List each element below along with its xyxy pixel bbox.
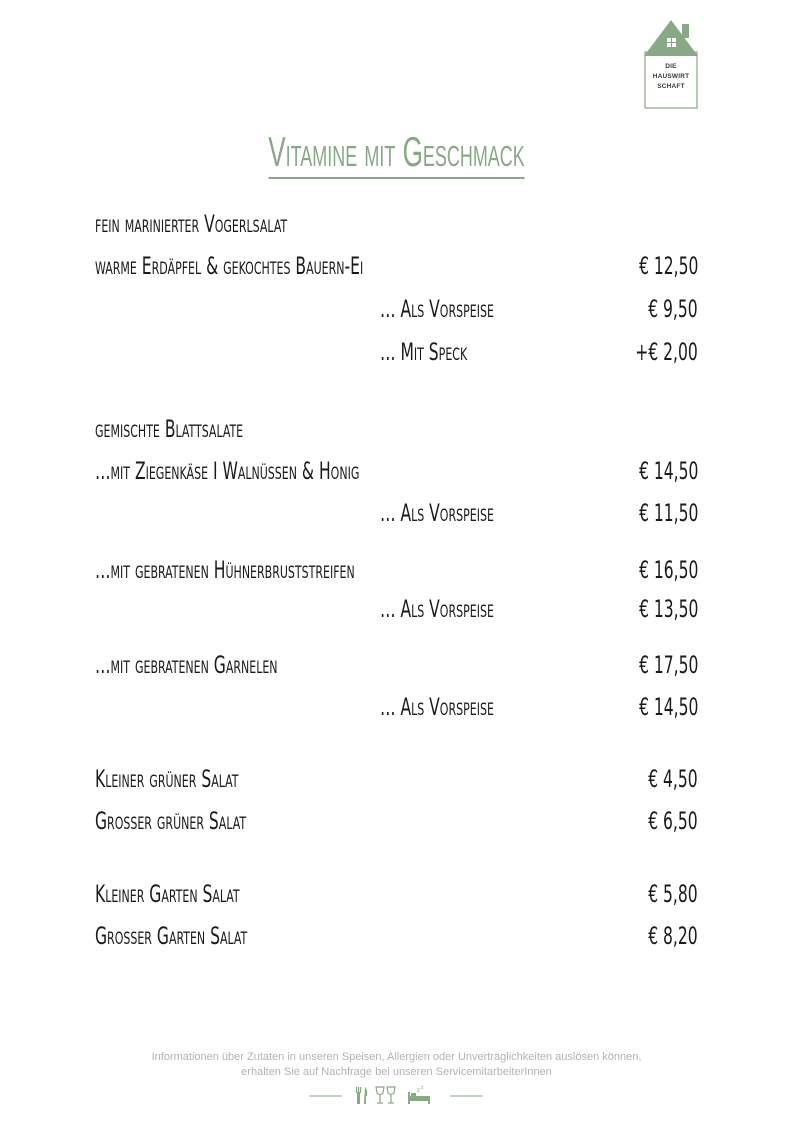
menu-row <box>0 807 793 843</box>
item-price: € 16,50 <box>638 556 698 584</box>
item-variant: …mit Ziegenkäse I Walnüssen & Honig <box>95 457 360 485</box>
option-label: … Als Vorspeise <box>380 295 494 323</box>
wine-glasses-icon <box>376 1087 395 1103</box>
page-title-text: Vitamine mit Geschmack <box>268 128 525 179</box>
option-label: … Mit Speck <box>380 338 468 366</box>
menu-item-vogerlsalat <box>0 210 793 246</box>
logo <box>644 18 698 110</box>
footer-ornament <box>307 1083 487 1107</box>
menu-row <box>0 338 793 374</box>
bed-icon <box>408 1085 430 1104</box>
option-label: … Als Vorspeise <box>380 693 494 721</box>
menu-row <box>0 651 793 687</box>
option-price: € 14,50 <box>638 693 698 721</box>
cutlery-icon <box>356 1087 367 1104</box>
item-price: € 4,50 <box>648 765 698 793</box>
item-price: € 5,80 <box>648 880 698 908</box>
logo-text <box>644 62 698 92</box>
menu-row <box>0 556 793 592</box>
item-price: € 12,50 <box>638 252 698 280</box>
option-price: € 11,50 <box>638 499 698 527</box>
logo-line-2: HAUSWIRT <box>652 73 690 80</box>
menu-row <box>0 499 793 535</box>
item-variant: …mit gebratenen Hühnerbruststreifen <box>95 556 355 584</box>
option-label: … Als Vorspeise <box>380 499 494 527</box>
menu-row <box>0 880 793 916</box>
option-label: … Als Vorspeise <box>380 595 494 623</box>
notice-line-2: erhalten Sie auf Nachfrage bei unseren ServicemitarbeiterInnen <box>241 1066 552 1078</box>
item-price: € 14,50 <box>638 457 698 485</box>
item-name: Kleiner grüner Salat <box>95 765 239 793</box>
item-name: Großer grüner Salat <box>95 807 247 835</box>
item-price: € 17,50 <box>638 651 698 679</box>
menu-row <box>0 765 793 801</box>
item-price: € 8,20 <box>648 922 698 950</box>
menu-row <box>0 693 793 729</box>
footer-icons <box>0 1083 793 1107</box>
item-name: gemischte Blattsalate <box>95 415 244 443</box>
menu-row <box>0 595 793 631</box>
item-description: warme Erdäpfel & gekochtes Bauern-Ei <box>95 252 364 280</box>
option-price: +€ 2,00 <box>635 338 698 366</box>
svg-text:z: z <box>420 1085 423 1091</box>
item-name: Großer Garten Salat <box>95 922 248 950</box>
svg-text:z: z <box>416 1088 420 1094</box>
page-title <box>151 128 643 176</box>
menu-row <box>0 252 793 288</box>
option-price: € 13,50 <box>638 595 698 623</box>
notice-line-1: Informationen über Zutaten in unseren Speisen, Allergien oder Unverträglichkeiten auslösen können, <box>151 1051 642 1063</box>
menu-row <box>0 922 793 958</box>
item-name: fein marinierter Vogerlsalat <box>95 210 288 238</box>
menu-item-blattsalate <box>0 415 793 451</box>
item-name: Kleiner Garten Salat <box>95 880 240 908</box>
menu-row <box>0 295 793 331</box>
allergen-notice <box>0 1050 793 1080</box>
logo-line-3: SCHAFT <box>657 83 685 90</box>
option-price: € 9,50 <box>648 295 698 323</box>
item-variant: …mit gebratenen Garnelen <box>95 651 278 679</box>
menu-row <box>0 457 793 493</box>
logo-line-1: DIE <box>665 63 677 70</box>
item-price: € 6,50 <box>648 807 698 835</box>
